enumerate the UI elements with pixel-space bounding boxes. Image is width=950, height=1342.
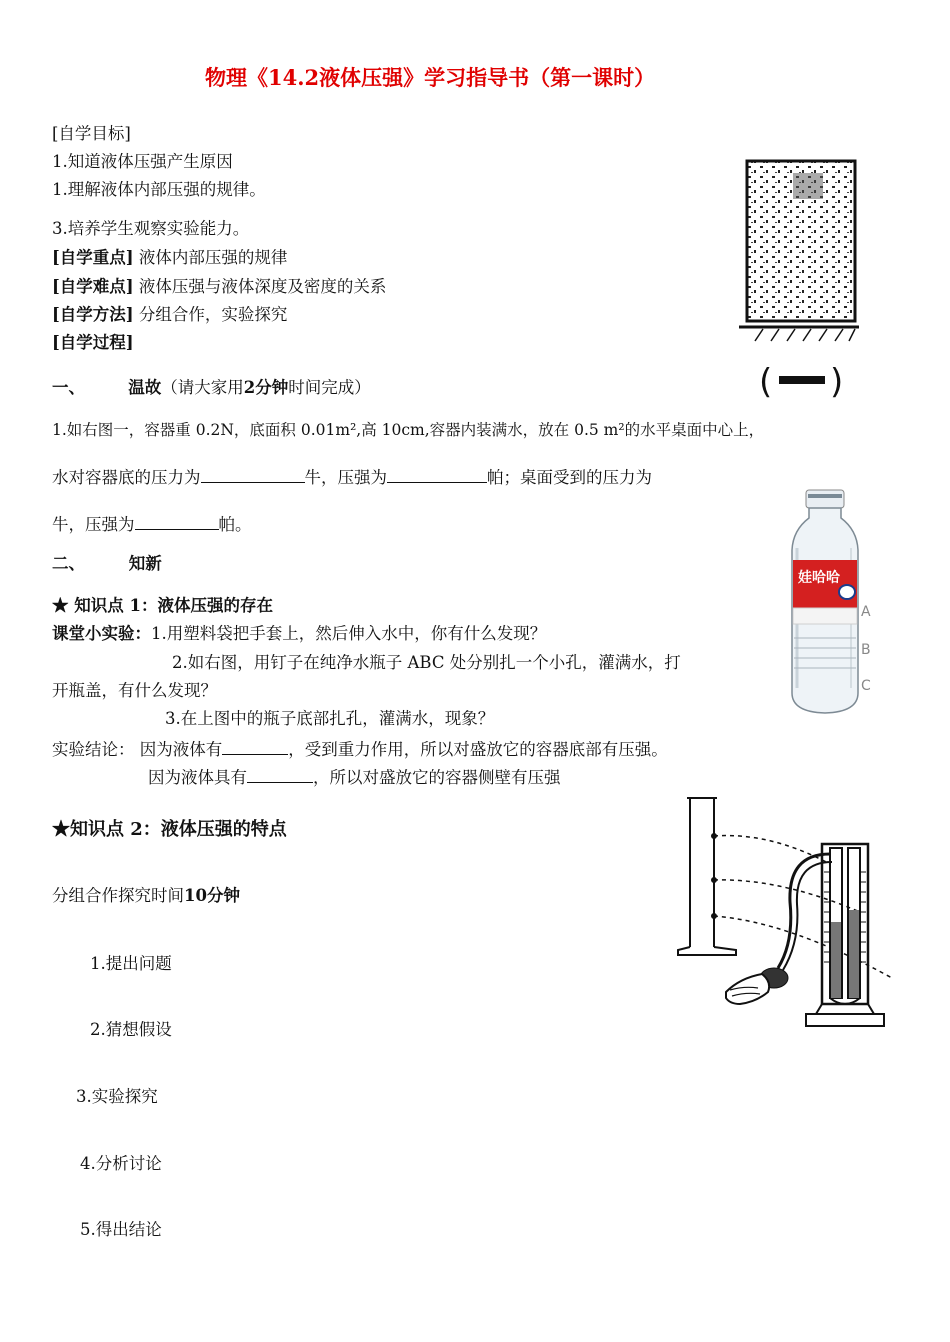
step-4: 4.分析讨论 [80,1154,162,1173]
kp1-conclusion-1 [52,737,668,761]
difficulty-text: 液体压强与液体深度及密度的关系 [138,277,387,296]
hole-label-c: C [861,678,871,694]
q1-text-a: 水对容器底的压力为 [52,468,201,487]
q1-text-c: 帕；桌面受到的压力为 [487,468,652,487]
answer-blank-5[interactable] [247,765,313,783]
method-row [52,304,287,326]
review-label: 温故 [128,378,162,397]
step-2: 2.猜想假设 [90,1020,172,1039]
review-question-line2 [52,465,652,489]
svg-text:(: ( [759,362,773,400]
kp1-exp1-row [52,623,546,645]
answer-blank-3[interactable] [135,512,219,530]
answer-blank-1[interactable] [201,465,305,483]
answer-blank-4[interactable] [222,737,288,755]
method-label: [自学方法] [52,305,134,324]
lab-label: 课堂小实验： [52,624,151,643]
difficulty-label: [自学难点] [52,277,134,296]
q1-text-e: 帕。 [218,515,252,534]
method-text: 分组合作，实验探究 [138,305,288,324]
kp1-conclusion-2 [148,765,561,789]
goal-item-1: 1.知道液体压强产生原因 [52,152,233,171]
new-section-heading [52,553,162,575]
process-heading: [自学过程] [52,333,134,352]
kp2-group-bold: 10分钟 [184,886,240,905]
review-note-post: 时间完成） [288,378,371,397]
concl1-text-b: ，受到重力作用，所以对盛放它的容器底部有压强。 [288,740,668,759]
kp1-exp3: 3.在上图中的瓶子底部扎孔，灌满水，现象？ [165,709,495,728]
svg-text:): ) [830,362,844,400]
step-3: 3.实验探究 [76,1087,158,1106]
goals-heading: [自学目标] [52,124,131,143]
kp2-heading: ★知识点 2：液体压强的特点 [52,819,287,840]
review-num: 一、 [52,378,85,397]
step-5: 5.得出结论 [80,1220,162,1239]
kp1-exp1: 1.用塑料袋把手套上，然后伸入水中，你有什么发现？ [151,624,547,643]
key-point-row [52,247,287,269]
review-note-bold: 2分钟 [243,378,289,397]
kp1-exp2-line1: 2.如右图，用钉子在纯净水瓶子 ABC 处分别扎一个小孔，灌满水，打 [172,653,681,672]
concl2-text-b: ，所以对盛放它的容器侧壁有压强 [313,768,561,787]
concl1-text-a: 实验结论： 因为液体有 [52,740,223,759]
review-heading [52,377,371,399]
goal-item-3: 3.培养学生观察实验能力。 [52,219,250,238]
new-section-label: 知新 [128,554,162,573]
step-1: 1.提出问题 [90,954,172,973]
concl2-text-a: 因为液体具有 [148,768,247,787]
answer-blank-2[interactable] [387,465,487,483]
kp1-exp2-line2: 开瓶盖，有什么发现？ [52,681,217,700]
kp2-group-row [52,885,240,907]
bottle-brand: 娃哈哈 [798,570,840,586]
review-note-pre: （请大家用 [161,378,244,397]
q1-text-d: 牛，压强为 [52,515,135,534]
q1-text-b: 牛，压强为 [304,468,387,487]
hole-label-b: B [861,642,871,658]
key-point-label: [自学重点] [52,248,134,267]
page-title: 物理《14.2液体压强》学习指导书（第一课时） [205,65,656,90]
new-section-num: 二、 [52,554,85,573]
manometer-figure [670,792,910,1042]
kp2-group-pre: 分组合作探究时间 [52,886,184,905]
goal-item-2: 1.理解液体内部压强的规律。 [52,180,266,199]
key-point-text: 液体内部压强的规律 [138,248,288,267]
difficulty-row [52,276,386,298]
hole-label-a: A [861,604,871,620]
kp1-heading: ★ 知识点 1：液体压强的存在 [52,596,273,615]
review-question-line3 [52,512,252,536]
review-question-line1: 1.如右图一，容器重 0.2N，底面积 0.01m²,高 10cm,容器内装满水，放在 0.5 m²的水平桌面中心上， [52,421,765,439]
water-bottle-figure [785,488,875,723]
container-figure [735,155,865,400]
